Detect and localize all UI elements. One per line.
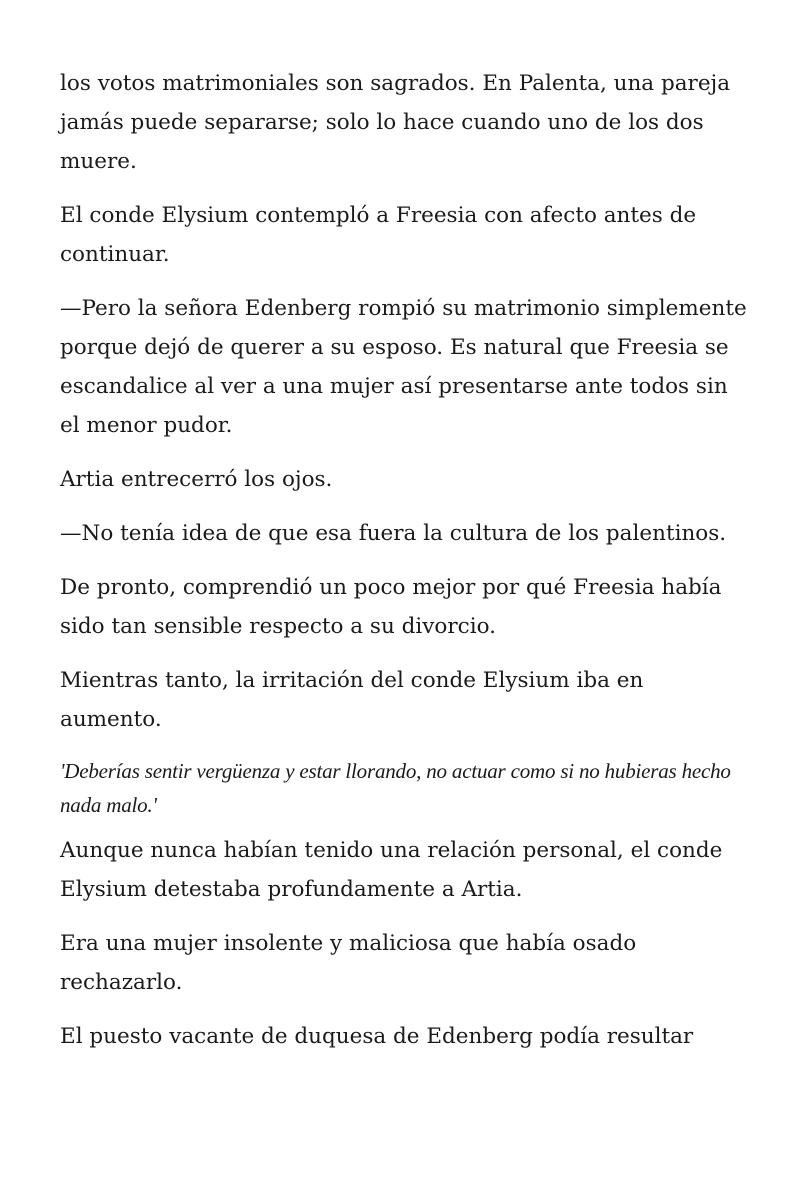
paragraph-count-looks: El conde Elysium contempló a Freesia con afecto antes de continuar. xyxy=(60,203,697,267)
paragraph-duchess: El puesto vacante de duquesa de Edenberg podía resultar xyxy=(60,1024,694,1049)
paragraph-artia-eyes: Artia entrecerró los ojos. xyxy=(60,467,333,492)
paragraph-irritation: Mientras tanto, la irritación del conde Elysium iba en aumento. xyxy=(60,668,644,732)
paragraph-inner-thought: 'Deberías sentir vergüenza y estar llorando, no actuar como si no hubieras hecho nada malo.' xyxy=(60,759,731,817)
paragraph-understood: De pronto, comprendió un poco mejor por qué Freesia había sido tan sensible respecto a su divorcio. xyxy=(60,575,722,639)
paragraph-detested: Aunque nunca habían tenido una relación personal, el conde Elysium detestaba profundamente a Artia. xyxy=(60,838,723,902)
reading-page xyxy=(60,64,750,1071)
paragraph-vows: los votos matrimoniales son sagrados. En Palenta, una pareja jamás puede separarse; solo lo hace cuando uno de los dos muere. xyxy=(60,71,731,174)
paragraph-insolent: Era una mujer insolente y maliciosa que había osado rechazarlo. xyxy=(60,931,637,995)
paragraph-dialogue-edenberg: —Pero la señora Edenberg rompió su matrimonio simplemente porque dejó de querer a su esposo. Es natural que Freesia se escandalice al ver a una mujer así presentarse ante todos sin el menor pudor. xyxy=(60,296,747,438)
paragraph-dialogue-culture: —No tenía idea de que esa fuera la cultura de los palentinos. xyxy=(60,521,727,546)
